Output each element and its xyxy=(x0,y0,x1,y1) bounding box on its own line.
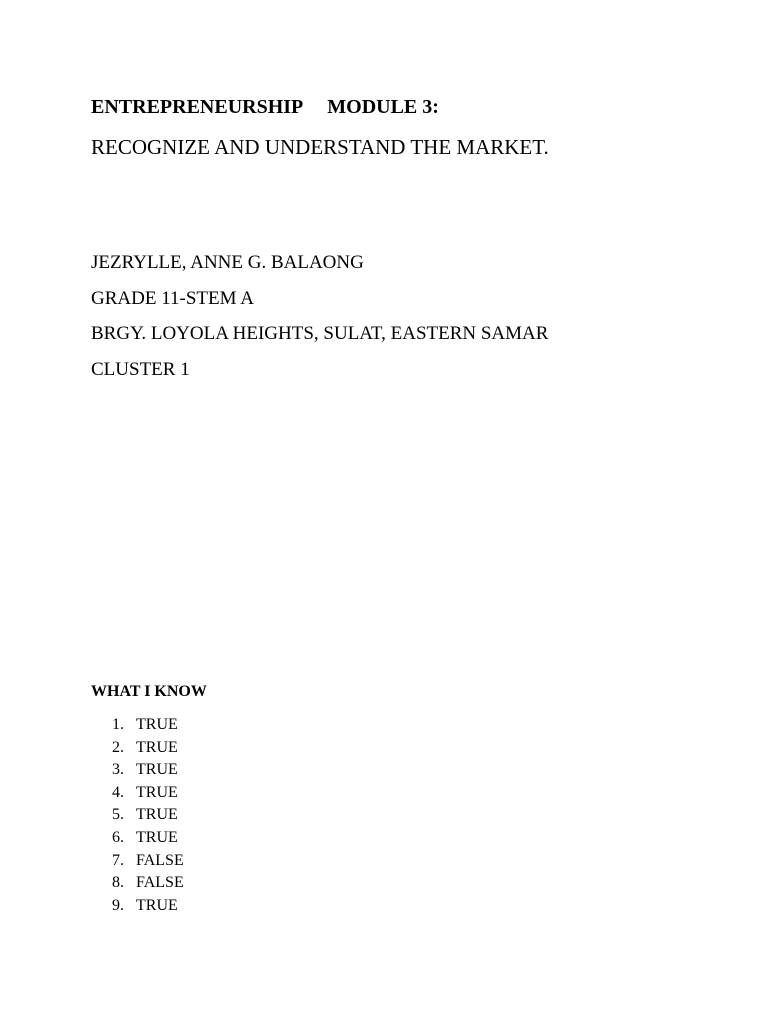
what-i-know-heading: WHAT I KNOW xyxy=(91,683,207,700)
answer-value: TRUE xyxy=(136,738,178,756)
answer-number: 7. xyxy=(112,851,124,869)
student-address: BRGY. LOYOLA HEIGHTS, SULAT, EASTERN SAMAR xyxy=(91,323,549,344)
answer-value: TRUE xyxy=(136,783,178,801)
answer-number: 6. xyxy=(112,828,124,846)
student-cluster: CLUSTER 1 xyxy=(91,359,190,380)
answer-number: 8. xyxy=(112,874,124,892)
student-grade: GRADE 11-STEM A xyxy=(91,288,254,309)
module-subtitle: RECOGNIZE AND UNDERSTAND THE MARKET. xyxy=(91,135,549,159)
answer-value: TRUE xyxy=(136,828,178,846)
answer-value: FALSE xyxy=(136,874,184,892)
answer-value: FALSE xyxy=(136,851,184,869)
answer-value: TRUE xyxy=(136,761,178,779)
answer-number: 9. xyxy=(112,896,124,914)
answer-number: 4. xyxy=(112,783,124,801)
module-title xyxy=(91,95,439,119)
answer-value: TRUE xyxy=(136,896,178,914)
answer-value: TRUE xyxy=(136,716,178,733)
answer-number: 5. xyxy=(112,806,124,824)
answer-number: 2. xyxy=(112,738,124,756)
answer-number: 3. xyxy=(112,761,124,779)
answer-value: TRUE xyxy=(136,806,178,824)
module-number: MODULE 3: xyxy=(327,96,439,118)
student-name: JEZRYLLE, ANNE G. BALAONG xyxy=(91,252,364,273)
subject-title: ENTREPRENEURSHIP xyxy=(91,96,304,118)
answer-number: 1. xyxy=(112,716,124,733)
